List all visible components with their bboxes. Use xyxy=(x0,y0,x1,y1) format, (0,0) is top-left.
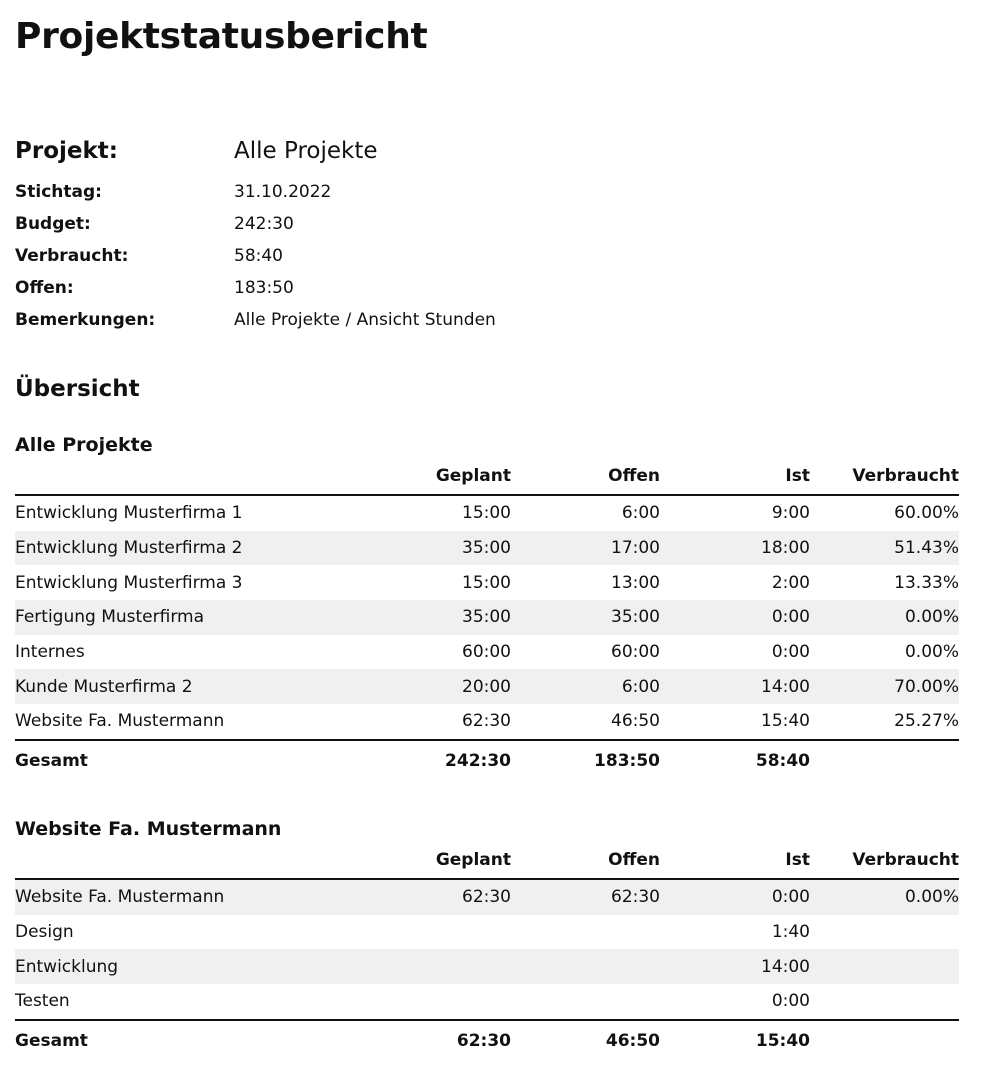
table-cell xyxy=(511,949,660,984)
table-row xyxy=(15,704,959,740)
table-cell: 60.00% xyxy=(810,495,959,531)
table-cell: 9:00 xyxy=(660,495,810,531)
table-cell: 15:40 xyxy=(660,704,810,740)
table-cell: 62:30 xyxy=(511,879,660,915)
total-cell: 183:50 xyxy=(511,740,660,781)
column-header: Geplant xyxy=(361,466,511,495)
table-cell xyxy=(361,915,511,950)
table-cell: 2:00 xyxy=(660,565,810,600)
table-cell: 35:00 xyxy=(361,531,511,566)
table-header-row xyxy=(15,466,959,495)
table-cell: 46:50 xyxy=(511,704,660,740)
table-cell: 14:00 xyxy=(660,669,810,704)
column-header: Ist xyxy=(660,850,810,879)
table-cell: 15:00 xyxy=(361,565,511,600)
table-cell: 62:30 xyxy=(361,879,511,915)
table-cell: 0:00 xyxy=(660,879,810,915)
meta-value: Alle Projekte xyxy=(234,138,378,164)
table-row xyxy=(15,600,959,635)
meta-row-bemerkungen xyxy=(15,310,955,342)
table-cell: 51.43% xyxy=(810,531,959,566)
table-cell: Entwicklung Musterfirma 1 xyxy=(15,495,361,531)
meta-label: Projekt: xyxy=(15,138,118,164)
group-website-mustermann xyxy=(15,816,959,1061)
total-cell xyxy=(810,1020,959,1061)
table-total-row xyxy=(15,1020,959,1061)
meta-value: 183:50 xyxy=(234,278,294,298)
report-meta xyxy=(15,138,955,342)
table-cell: 0.00% xyxy=(810,879,959,915)
meta-value: 242:30 xyxy=(234,214,294,234)
table-cell: 25.27% xyxy=(810,704,959,740)
meta-row-budget xyxy=(15,214,955,246)
table-cell xyxy=(810,984,959,1020)
table-cell: 35:00 xyxy=(361,600,511,635)
table-cell: 0:00 xyxy=(660,600,810,635)
meta-label: Budget: xyxy=(15,214,91,234)
table-cell: Entwicklung Musterfirma 2 xyxy=(15,531,361,566)
table-cell: 18:00 xyxy=(660,531,810,566)
table-cell: Design xyxy=(15,915,361,950)
table-cell: Kunde Musterfirma 2 xyxy=(15,669,361,704)
table-cell: 0.00% xyxy=(810,600,959,635)
table-cell: 1:40 xyxy=(660,915,810,950)
table-cell: 60:00 xyxy=(361,635,511,670)
table-cell: Website Fa. Mustermann xyxy=(15,879,361,915)
table-row xyxy=(15,915,959,950)
total-cell: 58:40 xyxy=(660,740,810,781)
table-cell: 14:00 xyxy=(660,949,810,984)
meta-row-verbraucht xyxy=(15,246,955,278)
column-header: Verbraucht xyxy=(810,850,959,879)
table-cell: Entwicklung xyxy=(15,949,361,984)
section-title: Übersicht xyxy=(15,376,140,402)
table-cell xyxy=(511,915,660,950)
table-cell: 0.00% xyxy=(810,635,959,670)
table-cell: 35:00 xyxy=(511,600,660,635)
table-row xyxy=(15,949,959,984)
table-cell: 20:00 xyxy=(361,669,511,704)
table-cell xyxy=(810,949,959,984)
column-header xyxy=(15,850,361,879)
meta-label: Offen: xyxy=(15,278,74,298)
table-row xyxy=(15,879,959,915)
table-cell: Entwicklung Musterfirma 3 xyxy=(15,565,361,600)
table-cell: 0:00 xyxy=(660,635,810,670)
group-title: Website Fa. Mustermann xyxy=(15,818,282,840)
column-header: Offen xyxy=(511,466,660,495)
group-all-projects xyxy=(15,432,959,781)
table-cell: Fertigung Musterfirma xyxy=(15,600,361,635)
table-cell: 60:00 xyxy=(511,635,660,670)
table-cell: 62:30 xyxy=(361,704,511,740)
meta-row-project xyxy=(15,138,955,182)
table-cell: 13.33% xyxy=(810,565,959,600)
total-cell: Gesamt xyxy=(15,740,361,781)
table-cell xyxy=(511,984,660,1020)
meta-row-offen xyxy=(15,278,955,310)
table-row xyxy=(15,669,959,704)
table-cell: Testen xyxy=(15,984,361,1020)
table-cell: 6:00 xyxy=(511,495,660,531)
column-header xyxy=(15,466,361,495)
table-cell xyxy=(361,984,511,1020)
total-cell: 15:40 xyxy=(660,1020,810,1061)
meta-label: Stichtag: xyxy=(15,182,102,202)
column-header: Ist xyxy=(660,466,810,495)
meta-row-stichtag xyxy=(15,182,955,214)
table-row xyxy=(15,531,959,566)
total-cell: 46:50 xyxy=(511,1020,660,1061)
meta-label: Bemerkungen: xyxy=(15,310,156,330)
table-cell: Website Fa. Mustermann xyxy=(15,704,361,740)
total-cell xyxy=(810,740,959,781)
meta-value: 31.10.2022 xyxy=(234,182,332,202)
summary-table xyxy=(15,466,959,781)
table-cell: 13:00 xyxy=(511,565,660,600)
table-row xyxy=(15,495,959,531)
table-row xyxy=(15,565,959,600)
table-cell: 6:00 xyxy=(511,669,660,704)
column-header: Offen xyxy=(511,850,660,879)
meta-value: 58:40 xyxy=(234,246,283,266)
table-header-row xyxy=(15,850,959,879)
meta-value: Alle Projekte / Ansicht Stunden xyxy=(234,310,496,330)
column-header: Verbraucht xyxy=(810,466,959,495)
table-cell xyxy=(361,949,511,984)
table-cell: Internes xyxy=(15,635,361,670)
page-title: Projektstatusbericht xyxy=(15,16,428,57)
meta-label: Verbraucht: xyxy=(15,246,129,266)
table-row xyxy=(15,635,959,670)
table-cell: 70.00% xyxy=(810,669,959,704)
detail-table xyxy=(15,850,959,1061)
total-cell: 242:30 xyxy=(361,740,511,781)
total-cell: Gesamt xyxy=(15,1020,361,1061)
table-cell: 0:00 xyxy=(660,984,810,1020)
column-header: Geplant xyxy=(361,850,511,879)
table-total-row xyxy=(15,740,959,781)
table-row xyxy=(15,984,959,1020)
table-cell: 17:00 xyxy=(511,531,660,566)
group-title: Alle Projekte xyxy=(15,434,153,456)
total-cell: 62:30 xyxy=(361,1020,511,1061)
table-cell xyxy=(810,915,959,950)
table-cell: 15:00 xyxy=(361,495,511,531)
